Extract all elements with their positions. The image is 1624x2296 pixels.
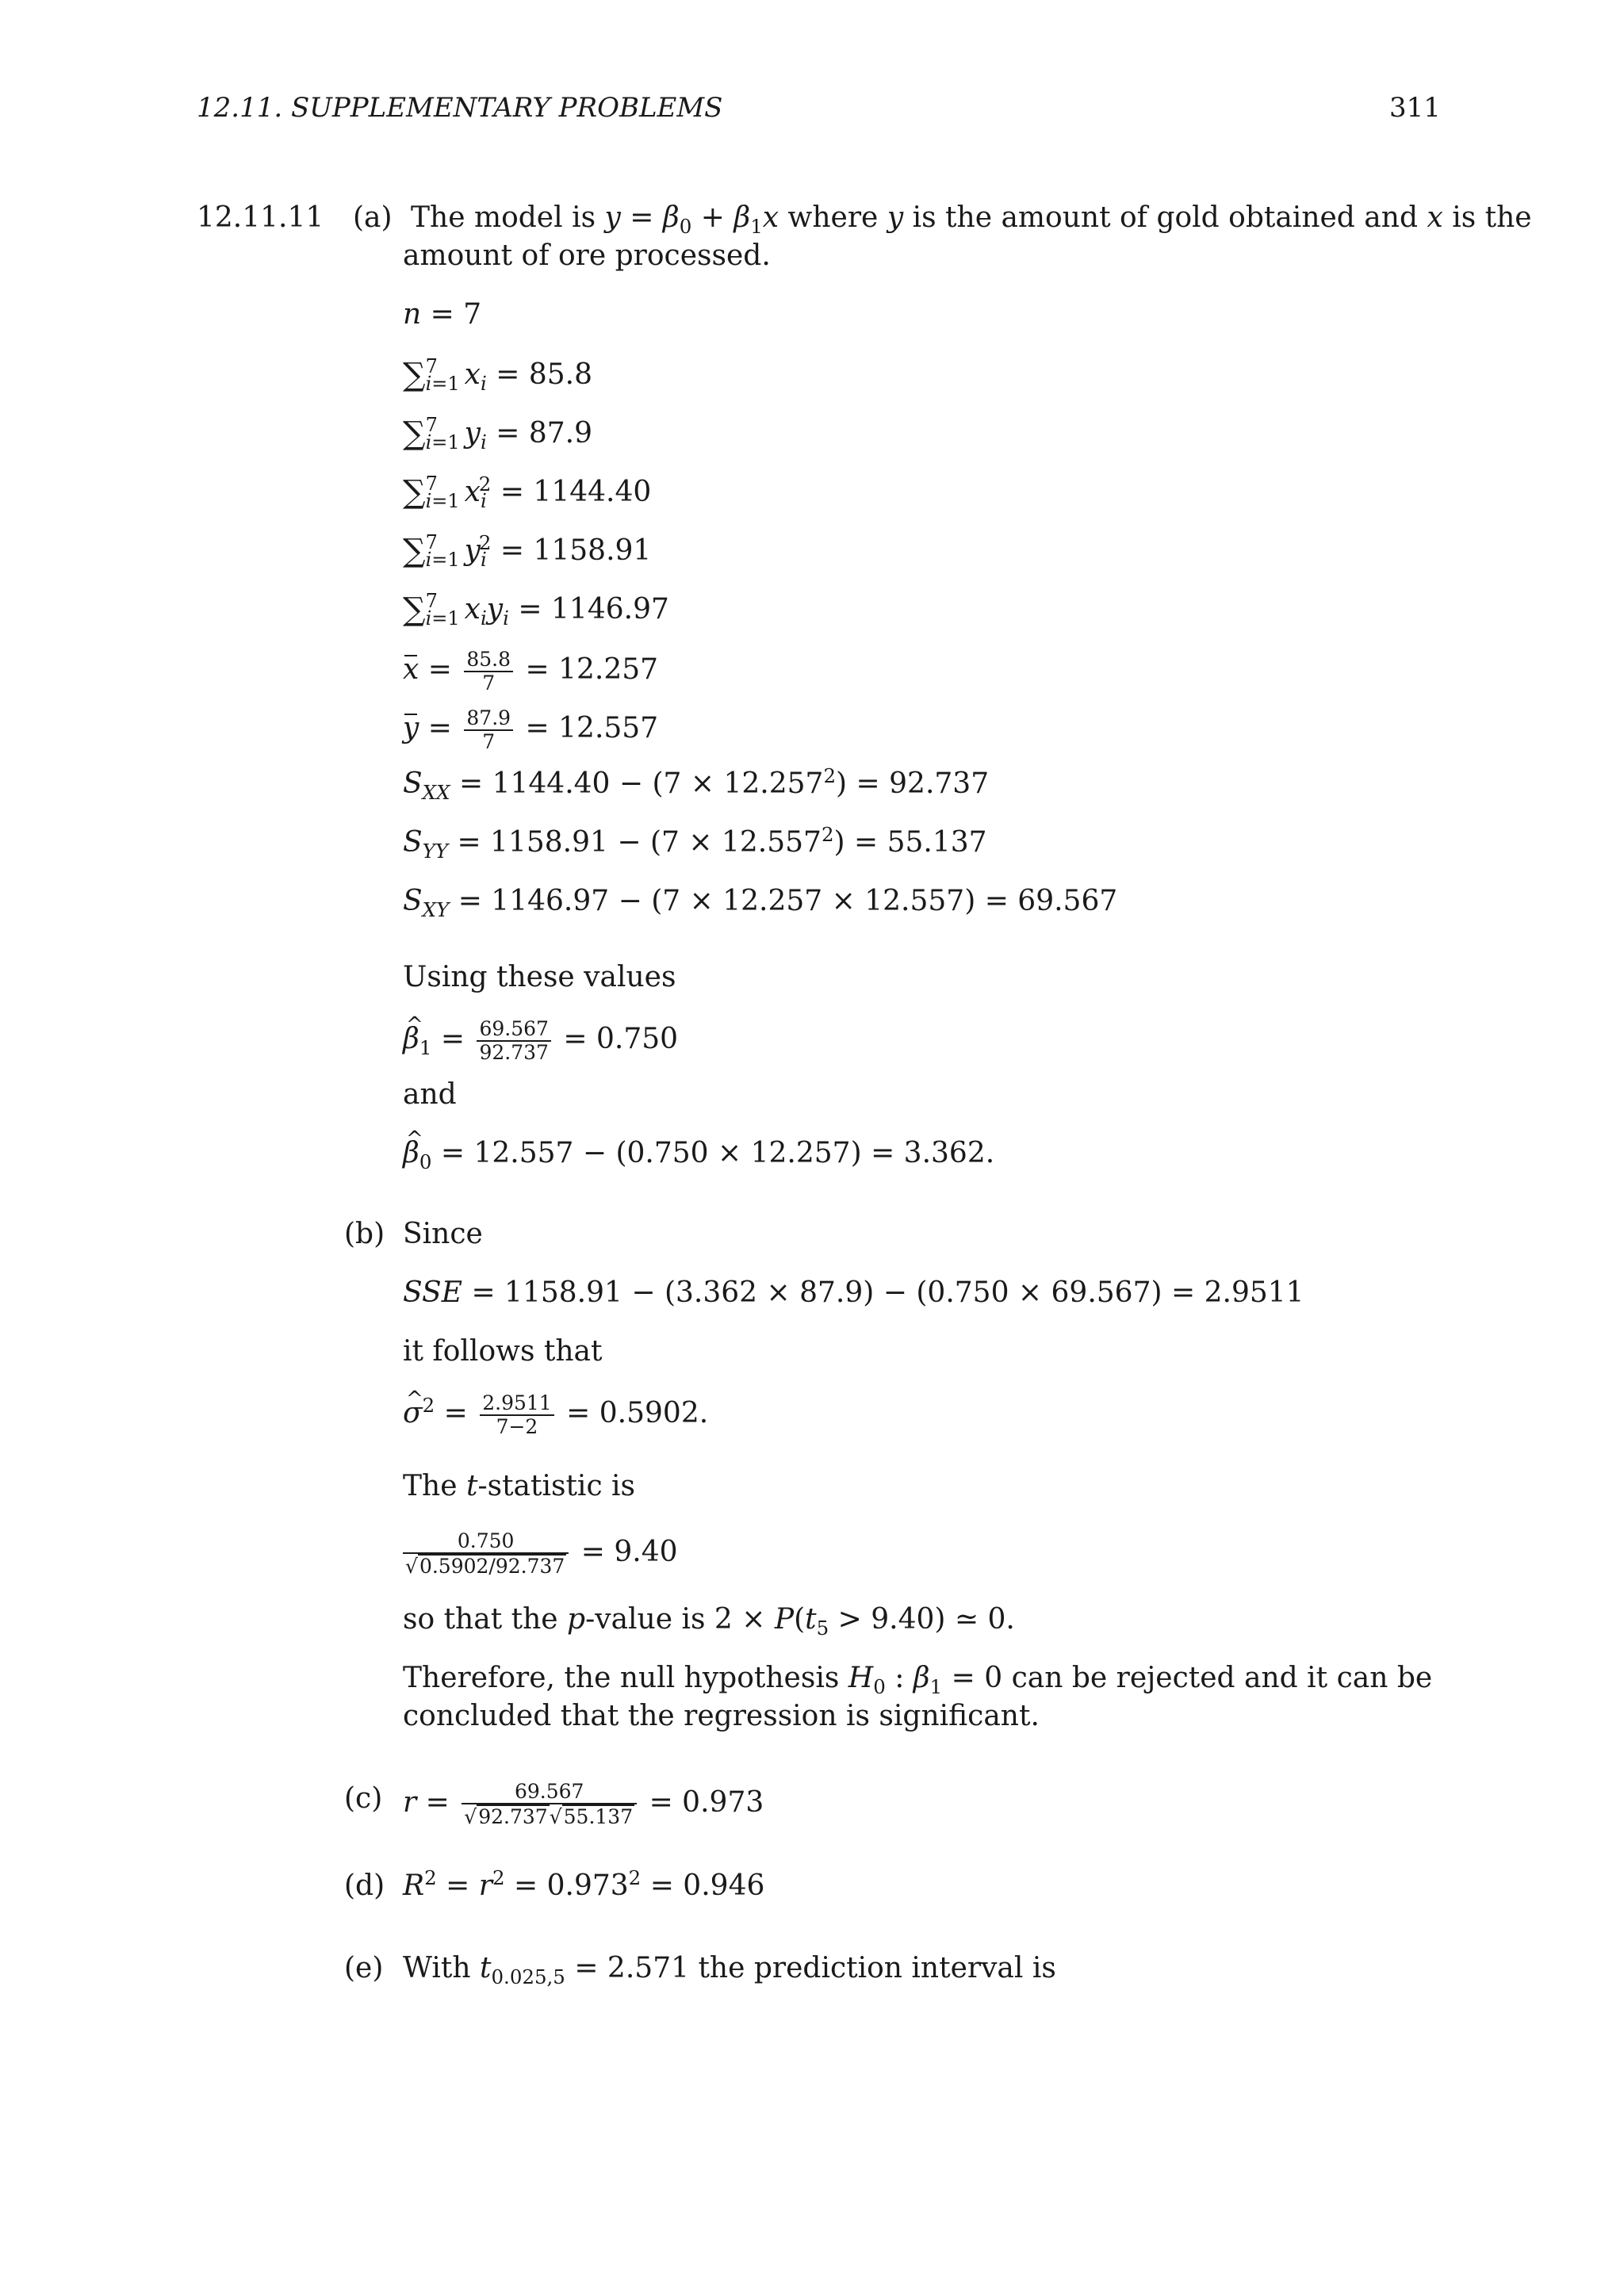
eq-r-squared: $R^2 = r^2 = 0.973^2 = 0.946$	[403, 1866, 765, 1902]
eq-sum-y2: ∑ 7 i=1 $y_i^2 = 1158.91$	[403, 531, 652, 572]
eq-sum-xy: ∑ 7 i=1 $x_iy_i = 1146.97$	[403, 590, 669, 630]
page-number: 311	[1389, 92, 1441, 124]
problem-number: 12.11.11	[197, 201, 324, 234]
conclusion-text-line2: concluded that the regression is significant.	[403, 1700, 1040, 1732]
and-text: and	[403, 1078, 457, 1111]
eq-ybar: y = $\frac{87.9}{7}$ = 12.557	[403, 706, 659, 753]
conclusion-text: Therefore, the null hypothesis $H_0$ : $\beta_1 = 0$ can be rejected and it can be	[403, 1662, 1433, 1699]
eq-sum-x2: ∑ 7 i=1 $x_i^2 = 1144.40$	[403, 473, 652, 513]
pvalue-text: so that the p-value is $2 \times P(t_5 > 9.40)$ ≃ 0.	[403, 1603, 1015, 1640]
eq-r: r = $\frac{69.567}{√92.737√55.137}$ = 0.973	[403, 1780, 764, 1828]
part-a-label: (a)	[353, 201, 393, 234]
since-text: Since	[403, 1218, 483, 1250]
part-e-label: (e)	[344, 1952, 384, 1984]
tstat-text: The t-statistic is	[403, 1470, 636, 1502]
eq-syy: $S_{YY} = 1158.91 - (7 \times 12.557^2) = 55.137$	[403, 823, 987, 863]
eq-sse: SSE = 1158.91 − (3.362 × 87.9) − (0.750 × 69.567) = 2.9511	[403, 1276, 1304, 1309]
part-a-intro-line2: amount of ore processed.	[403, 239, 771, 272]
eq-beta0: ^ $\beta_0 = 12.557 - (0.750 \times 12.257) = 3.362$.	[403, 1135, 994, 1172]
using-values-text: Using these values	[403, 961, 676, 993]
eq-xbar: x = $\frac{85.8}{7}$ = 12.257	[403, 648, 659, 695]
eq-sum-y: ∑ 7 i=1 $y_i = 87.9$	[403, 414, 593, 454]
part-a-intro: The model is $y = \beta_0 + \beta_1x$ where y is the amount of gold obtained and x is the	[411, 201, 1532, 239]
eq-sigma2: ^ $\sigma^2$ = $\frac{2.9511}{7-2}$ = 0.5902.	[403, 1392, 708, 1438]
running-header: 12.11. SUPPLEMENTARY PROBLEMS	[197, 92, 723, 124]
eq-sxy: $S_{XY} = 1146.97 - (7 \times 12.257 \times 12.557) = 69.567$	[403, 885, 1118, 922]
follows-text: it follows that	[403, 1335, 603, 1368]
eq-sxx: $S_{XX} = 1144.40 - (7 \times 12.257^2) = 92.737$	[403, 764, 990, 805]
part-b-label: (b)	[344, 1218, 385, 1250]
eq-beta1: ^ $\beta_1$ = $\frac{69.567}{92.737}$ = 0.750	[403, 1018, 678, 1064]
eq-n: n = 7	[403, 298, 482, 331]
prediction-interval-text: With $t_{0.025,5} = 2.571$ the prediction interval is	[403, 1952, 1056, 1989]
eq-sum-x: ∑ 7 i=1 $x_i = 85.8$	[403, 355, 592, 396]
eq-tstat: $\frac{0.750}{√0.5902/92.737}$ = 9.40	[403, 1530, 678, 1578]
part-d-label: (d)	[344, 1869, 385, 1902]
part-c-label: (c)	[344, 1782, 383, 1815]
